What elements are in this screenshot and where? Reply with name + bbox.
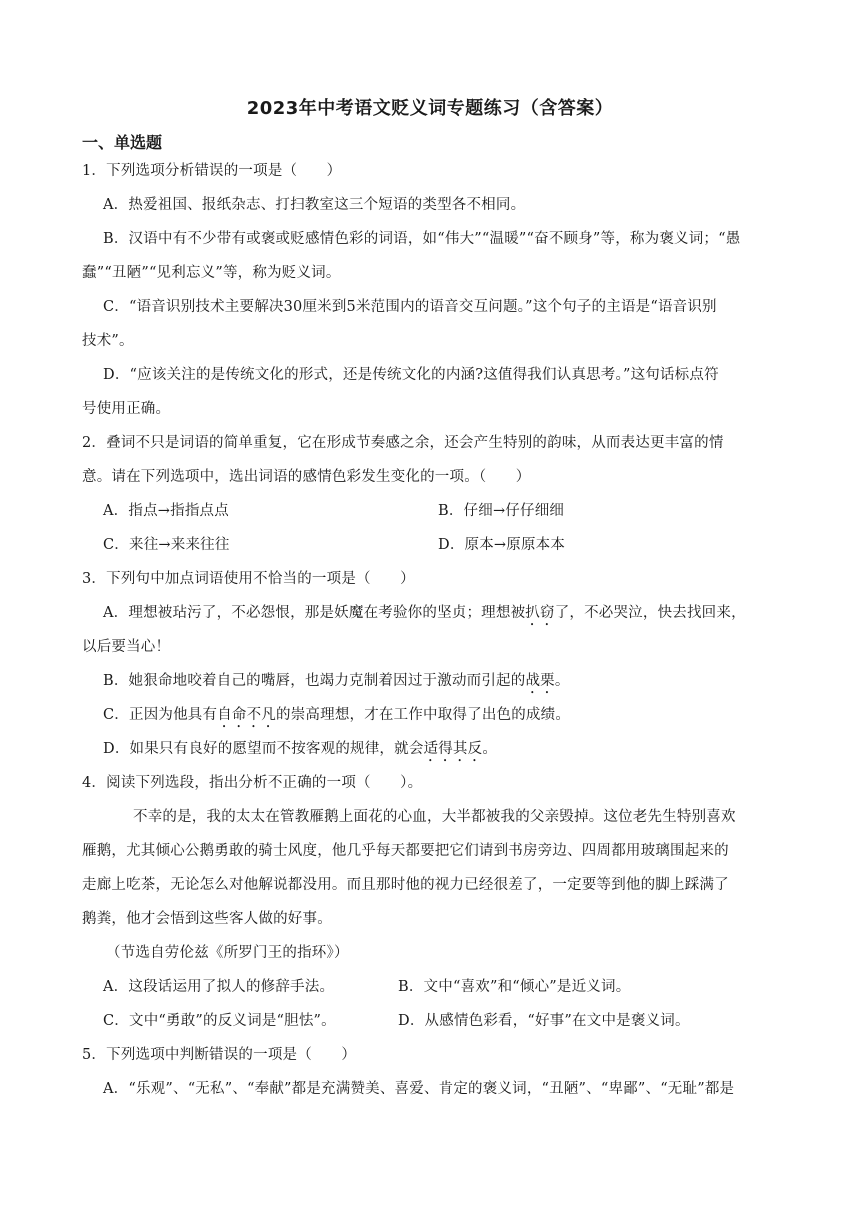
- question-2-stem-line1: 2．叠词不只是词语的简单重复，它在形成节奏感之余，还会产生特别的韵味，从而表达更丰富的情: [82, 435, 724, 451]
- option-text: 的崇高理想，才在工作中取得了出色的成绩。: [276, 707, 571, 723]
- question-4-option-c: C．文中“勇敢”的反义词是“胆怯”。: [103, 1013, 336, 1029]
- question-3-stem: 3．下列句中加点词语使用不恰当的一项是（ ）: [82, 571, 415, 587]
- emphasized-word: 扒窃: [525, 605, 555, 621]
- question-1-option-c-line2: 技术”。: [82, 333, 134, 349]
- option-text: 。: [482, 741, 498, 757]
- question-3-option-d: [103, 739, 497, 765]
- question-2-option-b: B．仔细→仔仔细细: [438, 503, 565, 519]
- question-3-option-a-line1: [103, 603, 746, 629]
- option-text: 。: [554, 673, 570, 689]
- question-5-stem: 5．下列选项中判断错误的一项是（ ）: [82, 1047, 357, 1063]
- question-2-option-d: D．原本→原原本本: [438, 537, 566, 553]
- question-1-option-c-line1: C．“语音识别技术主要解决30厘米到5米范围内的语音交互问题。”这个句子的主语是“语音识别: [103, 299, 717, 315]
- question-4-option-d: D．从感情色彩看，“好事”在文中是褒义词。: [398, 1013, 690, 1029]
- option-text: B．她狠命地咬着自己的嘴唇，也竭力克制着因过于激动而引起的: [103, 673, 526, 689]
- section-heading: 一、单选题: [82, 133, 163, 152]
- question-4-stem: 4．阅读下列选段，指出分析不正确的一项（ ）。: [82, 775, 423, 791]
- question-4-option-a: A．这段话运用了拟人的修辞手法。: [103, 979, 335, 995]
- emphasized-word: 战栗: [525, 673, 555, 689]
- question-3-option-a-line2: 以后要当心！: [82, 639, 171, 655]
- emphasized-word: 自命不凡: [217, 707, 277, 723]
- question-2-stem-line2: 意。请在下列选项中，选出词语的感情色彩发生变化的一项。（ ）: [82, 469, 531, 485]
- passage-line-1: 不幸的是，我的太太在管教雁鹅上面花的心血，大半都被我的父亲毁掉。这位老先生特别喜欢: [133, 809, 736, 825]
- document-title: 2023年中考语文贬义词专题练习（含答案）: [246, 98, 614, 119]
- question-1-option-d-line1: D．“应该关注的是传统文化的形式，还是传统文化的内涵?这值得我们认真思考。”这句话标点符: [103, 367, 719, 383]
- question-1-option-d-line2: 号使用正确。: [82, 401, 171, 417]
- option-text: D．如果只有良好的愿望而不按客观的规律，就会: [103, 741, 424, 757]
- question-1-option-b-line1: B．汉语中有不少带有或褒或贬感情色彩的词语，如“伟大”“温暖”“奋不顾身”等，称为褒义词；“愚: [103, 231, 741, 247]
- question-3-option-b: [103, 671, 570, 697]
- question-3-option-c: [103, 705, 570, 731]
- option-text: 了，不必哭泣，快去找回来，: [554, 605, 746, 621]
- emphasized-word: 适得其反: [423, 741, 483, 757]
- question-4-option-b: B．文中“喜欢”和“倾心”是近义词。: [398, 979, 631, 995]
- question-5-option-a-line1: A．“乐观”、“无私”、“奉献”都是充满赞美、喜爱、肯定的褒义词，“丑陋”、“卑鄙”、“无耻”都是: [103, 1081, 735, 1097]
- passage-line-4: 鹅粪，他才会悟到这些客人做的好事。: [82, 911, 332, 927]
- question-1-option-b-line2: 蠢”“丑陋”“见利忘义”等，称为贬义词。: [82, 265, 341, 281]
- question-2-option-a: A．指点→指指点点: [103, 503, 229, 519]
- passage-line-2: 雁鹅，尤其倾心公鹅勇敢的骑士风度，他几乎每天都要把它们请到书房旁边、四周都用玻璃围起来的: [82, 843, 729, 859]
- question-1-option-a: A．热爱祖国、报纸杂志、打扫教室这三个短语的类型各不相同。: [103, 197, 526, 213]
- option-text: A．理想被玷污了，不必怨恨，那是妖魔在考验你的坚贞；理想被: [103, 605, 526, 621]
- option-text: C．正因为他具有: [103, 707, 218, 723]
- question-1-stem: 1．下列选项分析错误的一项是（ ）: [82, 163, 342, 179]
- question-2-option-c: C．来往→来来往往: [103, 537, 230, 553]
- passage-source: （节选自劳伦兹《所罗门王的指环》）: [106, 945, 349, 961]
- passage-line-3: 走廊上吃茶，无论怎么对他解说都没用。而且那时他的视力已经很差了，一定要等到他的脚上踩满了: [82, 877, 729, 893]
